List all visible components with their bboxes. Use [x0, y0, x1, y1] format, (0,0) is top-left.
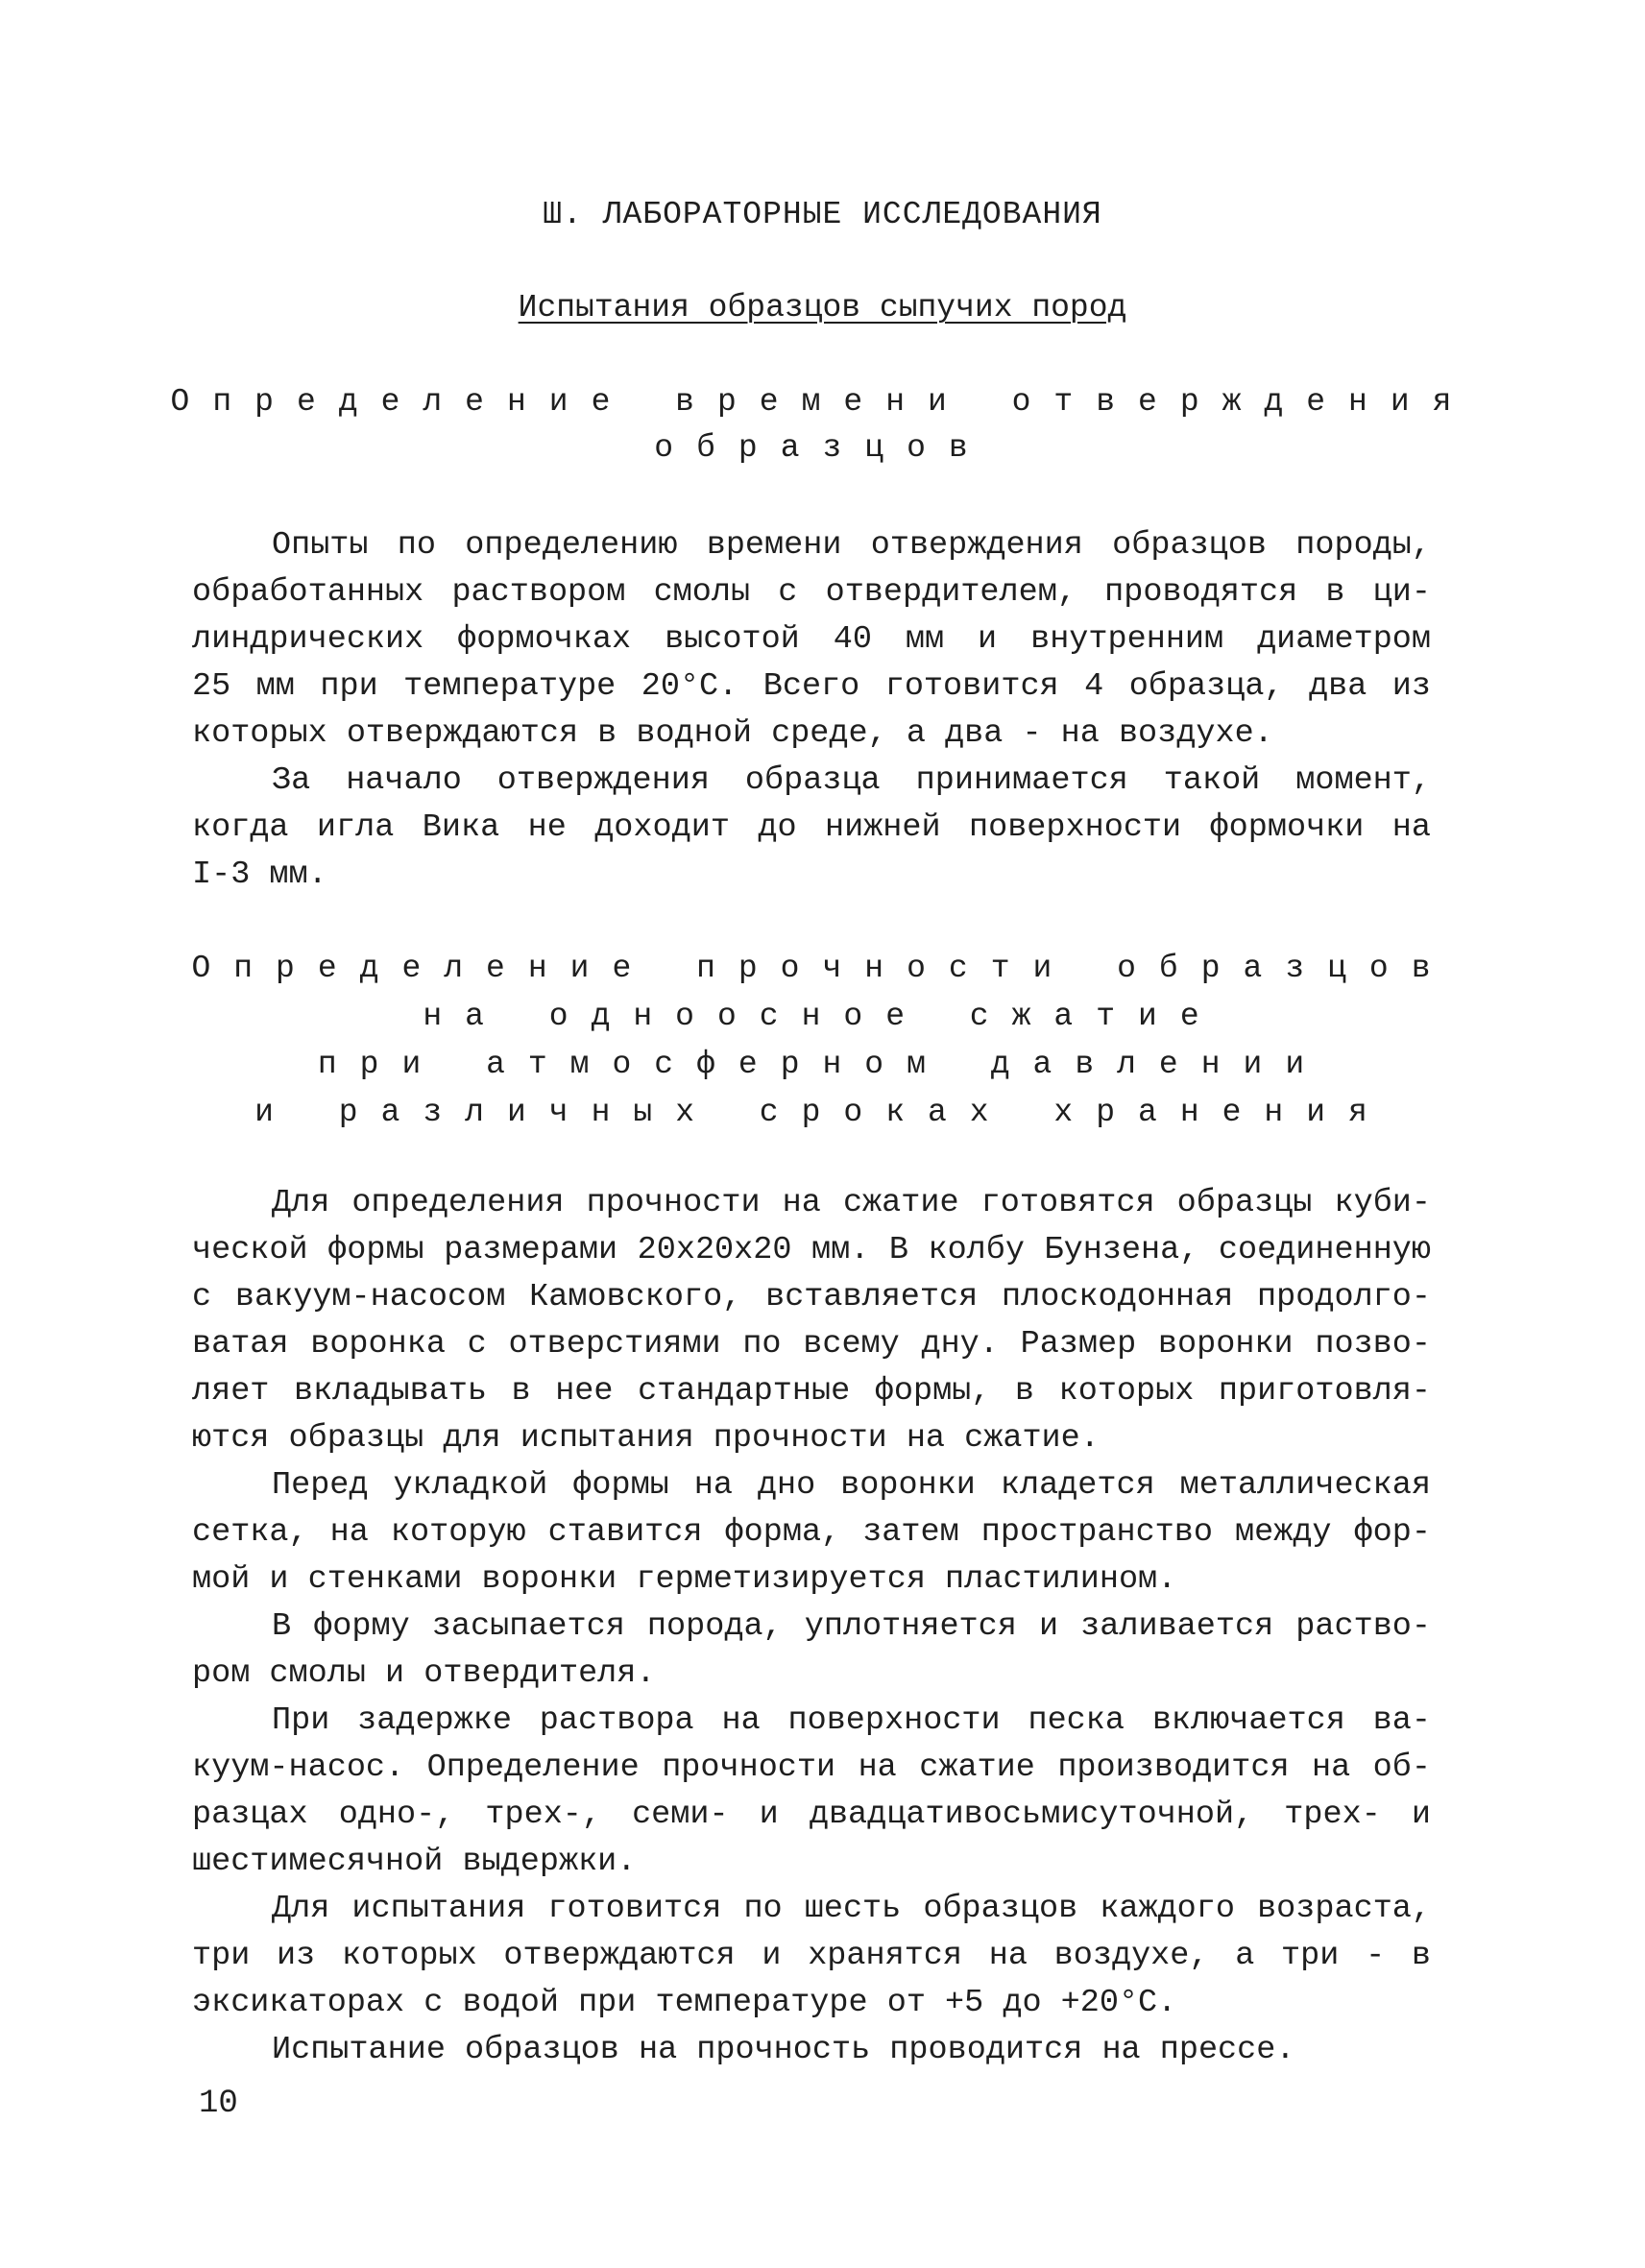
- heading-line: и различных сроках хранения: [254, 1095, 1391, 1130]
- text-line: обработанных раствором смолы с отвердителем, проводятся в ци-: [192, 574, 1431, 611]
- text-line: ром смолы и отвердителя.: [192, 1655, 656, 1692]
- heading-line: образцов: [654, 430, 991, 466]
- text-line: линдрических формочках высотой 40 мм и внутренним диаметром: [192, 621, 1431, 658]
- text-line: шестимесячной выдержки.: [192, 1844, 637, 1880]
- text-line: Для испытания готовится по шесть образцов каждого возраста,: [272, 1891, 1431, 1927]
- text-line: разцах одно-, трех-, семи- и двадцативосьмисуточной, трех- и: [192, 1797, 1431, 1833]
- text-line: Опыты по определению времени отверждения образцов породы,: [272, 527, 1431, 564]
- text-line: куум-насос. Определение прочности на сжатие производится на об-: [192, 1749, 1431, 1786]
- text-line: эксикаторах с водой при температуре от +5 до +20°С.: [192, 1985, 1177, 2021]
- text-line: Испытание образцов на прочность проводится на прессе.: [272, 2032, 1295, 2068]
- text-line: При задержке раствора на поверхности песка включается ва-: [272, 1702, 1431, 1739]
- section-title: Ш. ЛАБОРАТОРНЫЕ ИССЛЕДОВАНИЯ: [543, 197, 1102, 232]
- page-number: 10: [199, 2086, 238, 2122]
- heading-line: при атмосферном давлении: [317, 1047, 1328, 1082]
- text-line: Перед укладкой формы на дно воронки кладется металлическая: [272, 1467, 1431, 1504]
- text-line: ватая воронка с отверстиями по всему дну. Размер воронки позво-: [192, 1326, 1431, 1363]
- heading-line: Определение прочности образцов: [191, 951, 1454, 986]
- text-line: I-3 мм.: [192, 857, 327, 893]
- text-line: мой и стенками воронки герметизируется пластилином.: [192, 1561, 1177, 1598]
- text-line: три из которых отверждаются и хранятся на воздухе, а три - в: [192, 1938, 1431, 1974]
- subsection-title: Испытания образцов сыпучих пород: [518, 290, 1127, 326]
- text-line: ляет вкладывать в нее стандартные формы, в которых приготовля-: [192, 1373, 1431, 1410]
- text-line: За начало отверждения образца принимается такой момент,: [272, 762, 1431, 799]
- text-line: В форму засыпается порода, уплотняется и заливается раство-: [272, 1608, 1431, 1645]
- text-line: ются образцы для испытания прочности на сжатие.: [192, 1420, 1100, 1457]
- text-line: которых отверждаются в водной среде, а два - на воздухе.: [192, 715, 1273, 752]
- text-line: с вакуум-насосом Камовского, вставляется плоскодонная продолго-: [192, 1279, 1431, 1315]
- text-line: когда игла Вика не доходит до нижней поверхности формочки на: [192, 809, 1431, 846]
- text-line: Для определения прочности на сжатие готовятся образцы куби-: [272, 1185, 1431, 1221]
- heading-line: на одноосное сжатие: [423, 999, 1222, 1034]
- heading-line: Определение времени отверждения: [170, 384, 1475, 420]
- text-line: 25 мм при температуре 20°С. Всего готовится 4 образца, два из: [192, 668, 1431, 705]
- text-line: сетка, на которую ставится форма, затем пространство между фор-: [192, 1514, 1431, 1551]
- text-line: ческой формы размерами 20х20х20 мм. В колбу Бунзена, соединенную: [192, 1232, 1431, 1268]
